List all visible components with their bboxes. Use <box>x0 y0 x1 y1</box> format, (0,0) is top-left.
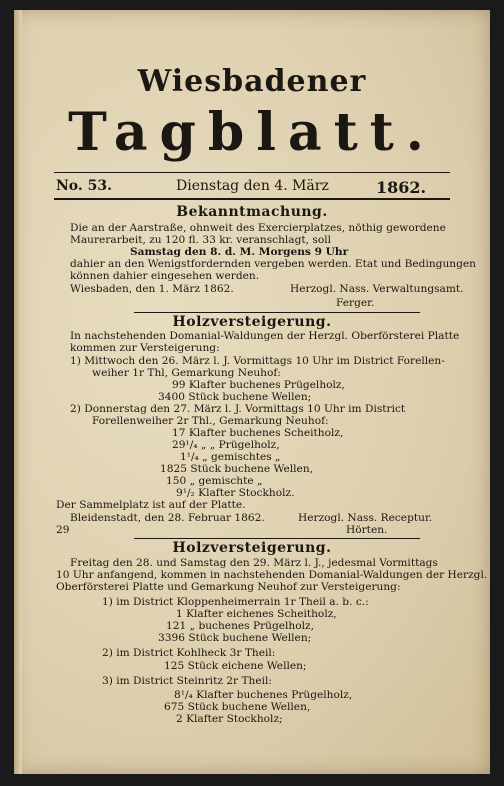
notice3-line: 3) im District Steinritz 2r Theil: <box>102 675 272 687</box>
notice2-line: Der Sammelplatz ist auf der Platte. <box>56 499 246 511</box>
notice2-line: In nachstehenden Domanial-Waldungen der Herzgl. Oberförsterei Platte <box>70 330 460 342</box>
notice2-line: 17 Klafter buchenes Scheitholz, <box>172 427 344 439</box>
notice3-line: 1) im District Kloppenheimerrain 1r Theil a. b. c.: <box>102 596 369 608</box>
notice3-line: 675 Stück buchene Wellen, <box>164 701 311 713</box>
notice3-line: 2 Klafter Stockholz; <box>176 713 283 725</box>
masthead-rule-bottom <box>54 198 450 200</box>
notice2-heading: Holzversteigerung. <box>172 314 332 330</box>
notice1-line: Die an der Aarstraße, ohnweit des Exercierplatzes, nöthig gewordene <box>70 222 446 234</box>
notice3-heading: Holzversteigerung. <box>172 540 332 556</box>
notice2-line: 150 „ gemischte „ <box>166 475 263 487</box>
notice2-number: 29 <box>56 524 70 536</box>
notice2-signature: Hörten. <box>346 524 388 536</box>
notice2-line: 9¹/₂ Klafter Stockholz. <box>176 487 295 499</box>
notice2-line: 29¹/₄ „ „ Prügelholz, <box>172 439 280 451</box>
notice2-line: kommen zur Versteigerung: <box>70 342 220 354</box>
newspaper-page <box>14 10 490 774</box>
notice2-line: 99 Klafter buchenes Prügelholz, <box>172 379 345 391</box>
notice3-line: 3396 Stück buchene Wellen; <box>158 632 312 644</box>
notice2-line: 3400 Stück buchene Wellen; <box>158 391 312 403</box>
notice3-line: 10 Uhr anfangend, kommen in nachstehenden Domanial-Waldungen der Herzgl. <box>56 569 488 581</box>
notice3-line: Freitag den 28. und Samstag den 29. März l. J., jedesmal Vormittags <box>70 557 438 569</box>
notice3-line: Oberförsterei Platte und Gemarkung Neuhof zur Versteigerung: <box>56 581 401 593</box>
notice1-line: Maurerarbeit, zu 120 fl. 33 kr. veranschlagt, soll <box>70 234 331 246</box>
notice1-heading: Bekanntmachung. <box>176 204 328 220</box>
issue-number: No. 53. <box>56 178 112 194</box>
notice2-line: 1825 Stück buchene Wellen, <box>160 463 314 475</box>
notice1-authority: Herzogl. Nass. Verwaltungsamt. <box>290 283 464 295</box>
notice1-line: dahier an den Wenigstfordernden vergeben werden. Etat und Bedingungen <box>70 258 476 270</box>
notice3-line: 121 „ buchenes Prügelholz, <box>166 620 314 632</box>
notice1-line: können dahier eingesehen werden. <box>70 270 260 282</box>
notice2-separator <box>134 538 420 539</box>
notice3-line: 125 Stück eichene Wellen; <box>164 660 307 672</box>
notice2-line: 2) Donnerstag den 27. März l. J. Vormittags 10 Uhr im District <box>70 403 406 415</box>
masthead-rule-top <box>54 172 450 173</box>
notice2-line: Forellenweiher 2r Thl., Gemarkung Neuhof: <box>92 415 329 427</box>
notice1-signature: Ferger. <box>336 297 375 309</box>
notice3-line: 1 Klafter eichenes Scheitholz, <box>176 608 337 620</box>
masthead-title: Tagblatt. <box>68 102 436 163</box>
notice2-line: 1¹/₄ „ gemischtes „ <box>180 451 281 463</box>
issue-date: Dienstag den 4. März <box>176 178 329 194</box>
notice3-line: 2) im District Kohlheck 3r Theil: <box>102 647 276 659</box>
notice3-line: 8¹/₄ Klafter buchenes Prügelholz, <box>174 689 353 701</box>
issue-year: 1862. <box>376 178 427 197</box>
notice1-separator <box>134 312 420 313</box>
notice1-line: Samstag den 8. d. M. Morgens 9 Uhr <box>130 246 349 258</box>
notice2-line: weiher 1r Thl, Gemarkung Neuhof: <box>92 367 281 379</box>
notice2-place: Bleidenstadt, den 28. Februar 1862. <box>70 512 265 524</box>
masthead-line-1: Wiesbadener <box>137 64 367 99</box>
notice2-authority: Herzogl. Nass. Receptur. <box>298 512 433 524</box>
notice2-line: 1) Mittwoch den 26. März l. J. Vormittags 10 Uhr im District Forellen- <box>70 355 445 367</box>
notice1-place: Wiesbaden, den 1. März 1862. <box>70 283 234 295</box>
